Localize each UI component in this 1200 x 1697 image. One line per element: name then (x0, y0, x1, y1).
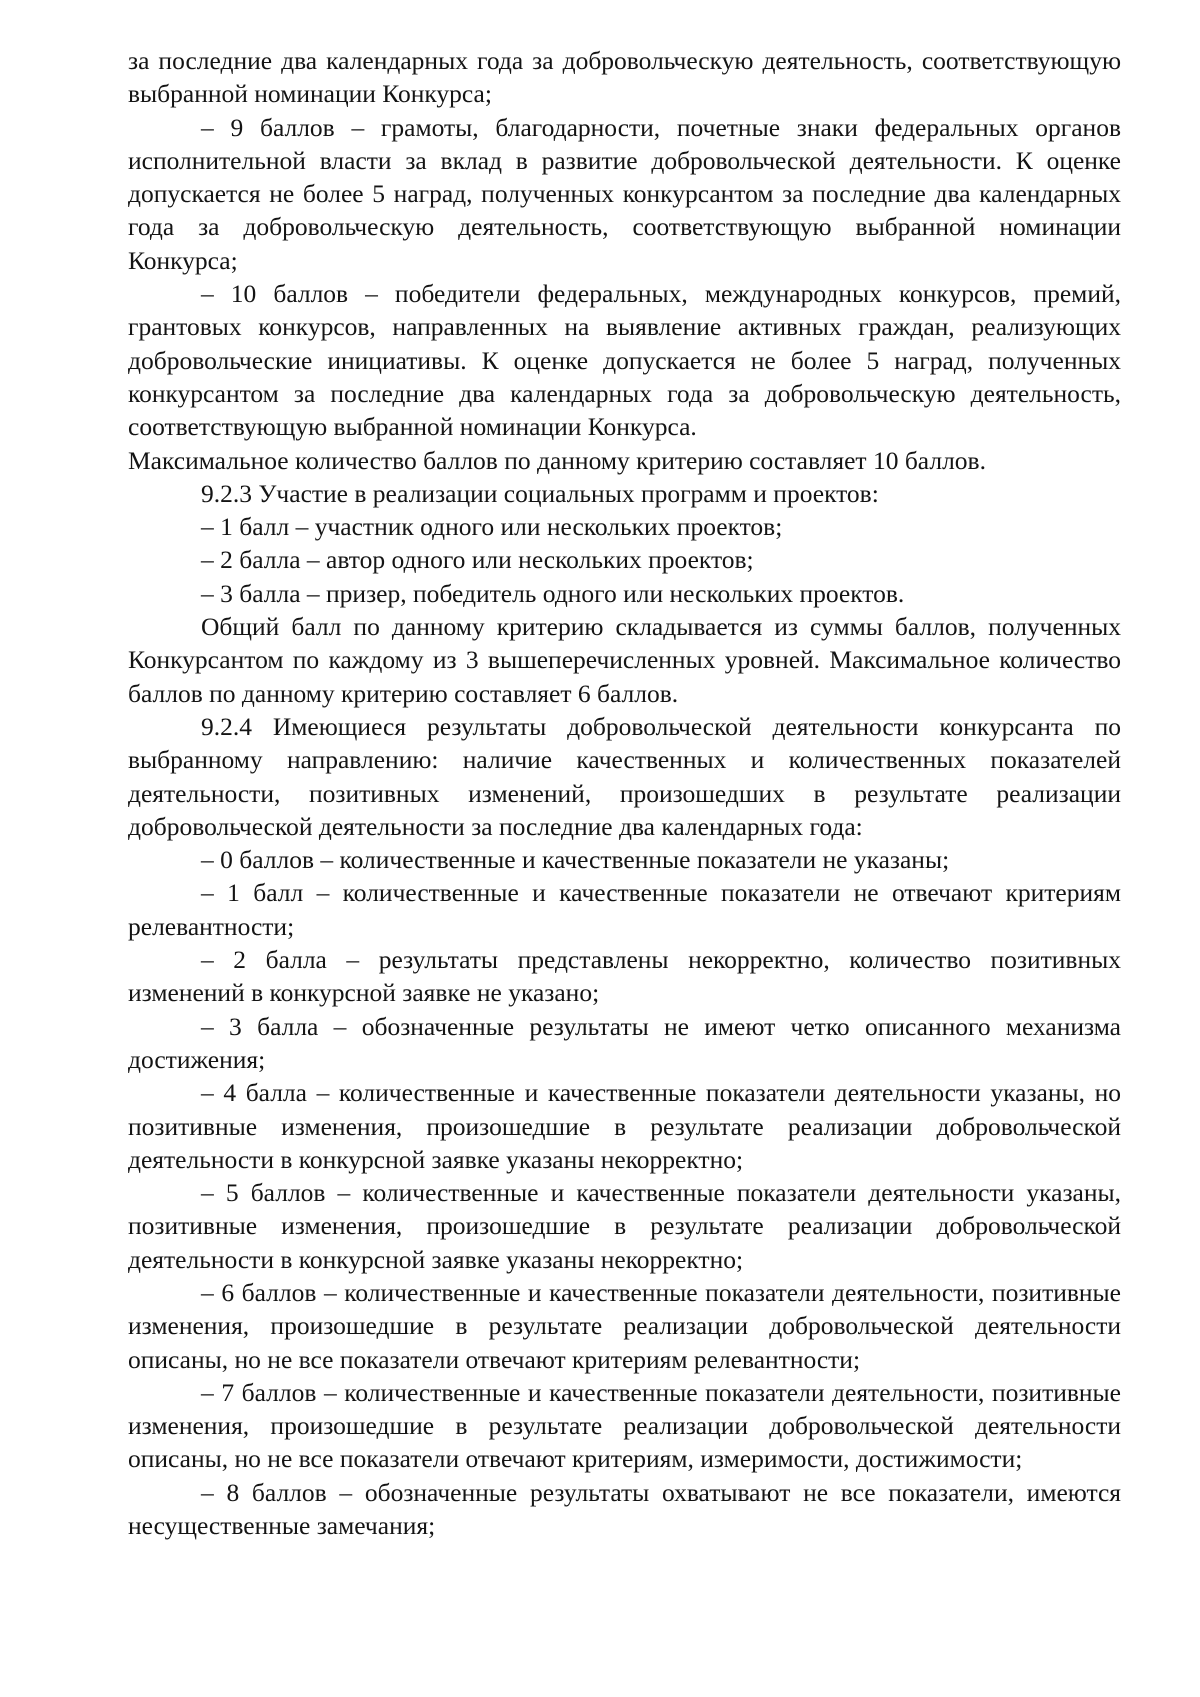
list-item-2-points: – 2 балла – автор одного или нескольких проектов; (201, 545, 754, 575)
list-item-3-points: – 3 балла – призер, победитель одного или нескольких проектов. (201, 578, 905, 608)
paragraph-9-points: – 9 баллов – грамоты, благодарности, почетные знаки федеральных органов исполнительной власти за вклад в развитие добровольческой деятельности. К оценке допускается не более 5 наград, полученных конкурсантом за последние два календарных года за добровольческую деятельность, соответствующую выбранной номинации Конкурса; (128, 112, 1121, 275)
section-heading-9-2-4: 9.2.4 Имеющиеся результаты добровольческой деятельности конкурсанта по выбранному направлению: наличие качественных и количественных показателей деятельности, позитивных изменений, произошедших в результате реализации добровольческой деятельности за последние два календарных года: (128, 711, 1121, 841)
paragraph-total-score: Общий балл по данному критерию складывается из суммы баллов, полученных Конкурсантом по каждому из 3 вышеперечисленных уровней. Максимальное количество баллов по данному критерию составляет 6 баллов. (128, 612, 1121, 708)
list-item-1-point: – 1 балл – участник одного или нескольких проектов; (201, 512, 783, 542)
document-body (128, 44, 1121, 1542)
list-item-5-points: – 5 баллов – количественные и качественные показатели деятельности указаны, позитивные изменения, произошедшие в результате реализации добровольческой деятельности в конкурсной заявке указаны некорректно; (128, 1178, 1121, 1274)
list-item-7-points: – 7 баллов – количественные и качественные показатели деятельности, позитивные изменения, произошедшие в результате реализации добровольческой деятельности описаны, но не все показатели отвечают критериям, измеримости, достижимости; (128, 1377, 1121, 1474)
list-item-8-points: – 8 баллов – обозначенные результаты охватывают не все показатели, имеются несущественные замечания; (128, 1477, 1121, 1541)
section-heading-9-2-3: 9.2.3 Участие в реализации социальных программ и проектов: (201, 478, 879, 508)
list-item-1-point-relevance: – 1 балл – количественные и качественные показатели не отвечают критериям релевантности; (128, 878, 1121, 941)
paragraph-continuation: за последние два календарных года за добровольческую деятельность, соответствующую выбранной номинации Конкурса; (128, 46, 1121, 109)
list-item-6-points: – 6 баллов – количественные и качественные показатели деятельности, позитивные изменения, произошедшие в результате реализации добровольческой деятельности описаны, но не все показатели отвечают критериям релевантности; (128, 1277, 1121, 1374)
list-item-0-points: – 0 баллов – количественные и качественные показатели не указаны; (201, 845, 950, 875)
paragraph-10-points: – 10 баллов – победители федеральных, международных конкурсов, премий, грантовых конкурсов, направленных на выявление активных граждан, реализующих добровольческие инициативы. К оценке допускается не более 5 наград, полученных конкурсантом за последние два календарных года за добровольческую деятельность, соответствующую выбранной номинации Конкурса. (128, 279, 1121, 442)
list-item-3-points-mechanism: – 3 балла – обозначенные результаты не имеют четко описанного механизма достижения; (128, 1011, 1121, 1074)
list-item-4-points: – 4 балла – количественные и качественные показатели деятельности указаны, но позитивные изменения, произошедшие в результате реализации добровольческой деятельности в конкурсной заявке указаны некорректно; (128, 1078, 1121, 1174)
paragraph-max-10: Максимальное количество баллов по данному критерию составляет 10 баллов. (128, 445, 986, 475)
list-item-2-points-results: – 2 балла – результаты представлены некорректно, количество позитивных изменений в конкурсной заявке не указано; (128, 945, 1121, 1008)
